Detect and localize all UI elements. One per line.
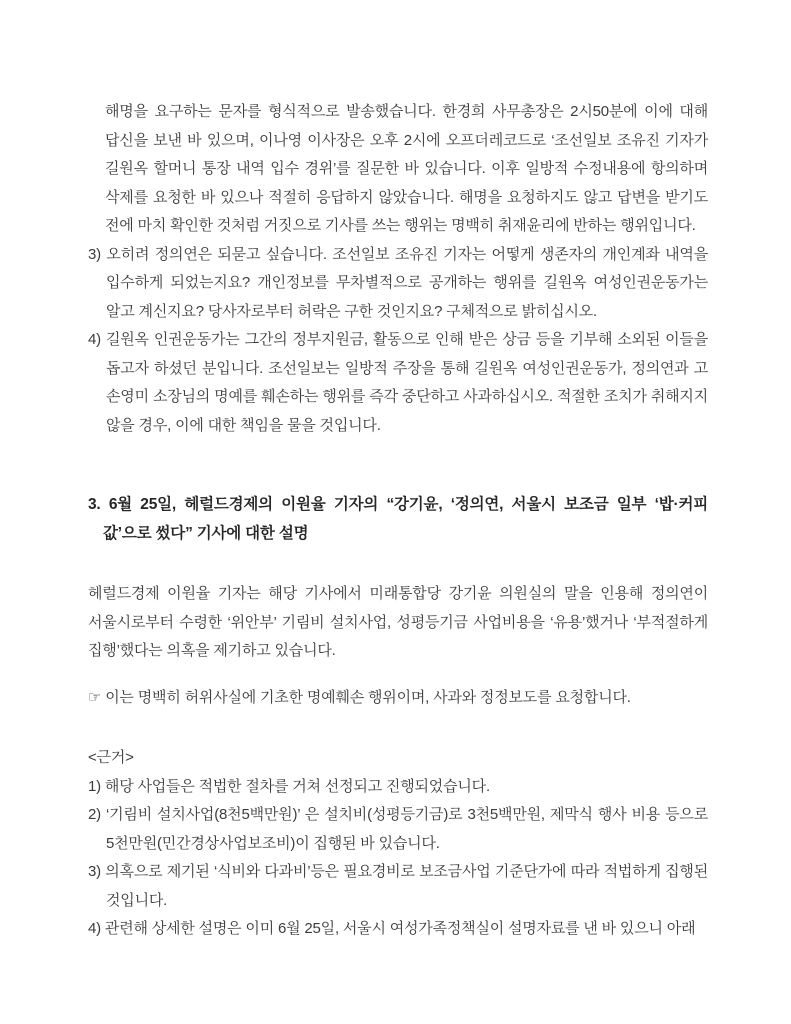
numbered-item-3	[88, 241, 708, 327]
numbered-item-4	[88, 326, 708, 440]
evidence-item-2-text: ‘기림비 설치사업(8천5백만원)’ 은 설치비(성평등기금)로 3천5백만원, 제막식 행사 비용 등으로 5천만원(민간경상사업보조비)이 집행된 바 있습니다.	[106, 806, 708, 852]
numbered-item-4-marker: 4)	[88, 331, 101, 348]
correction-demand-text: 이는 명백히 허위사실에 기초한 명예훼손 행위이며, 사과와 정정보도를 요청합니다.	[105, 688, 631, 706]
numbered-item-4-text: 길원옥 인권운동가는 그간의 정부지원금, 활동으로 인해 받은 상금 등을 기부해 소외된 이들을 돕고자 하셨던 분입니다. 조선일보는 일방적 주장을 통해 길원옥 여성인권운동가, 정의연과 고 손영미 소장님의 명예를 훼손하는 행위를 즉각 중단하고 사과하십시오. 적절한 조치가 취해지지 않을 경우, 이에 대한 책임을 물을 것입니다.	[105, 331, 709, 434]
document-content	[88, 98, 708, 944]
evidence-item-4-text: 관련해 상세한 설명은 이미 6월 25일, 서울시 여성가족정책실이 설명자료를 낸 바 있으니 아래	[104, 920, 696, 937]
pointing-hand-icon: ☞	[88, 688, 102, 706]
evidence-item-2	[88, 801, 708, 858]
evidence-item-1	[88, 773, 708, 802]
paragraph-clarification-continuation: 해명을 요구하는 문자를 형식적으로 발송했습니다. 한경희 사무총장은 2시50분에 이에 대해 답신을 보낸 바 있으며, 이나영 이사장은 오후 2시에 오프더레코드로 ‘조선일보 조유진 기자가 길원옥 할머니 통장 내역 입수 경위’를 질문한 바 있습니다. 이후 일방적 수정내용에 항의하며 삭제를 요청한 바 있으나 적절히 응답하지 않았습니다. 해명을 요청하지도 않고 답변을 받기도 전에 마치 확인한 것처럼 거짓으로 기사를 쓰는 행위는 명백히 취재윤리에 반하는 행위입니다.	[105, 103, 708, 234]
correction-demand-line	[88, 684, 708, 713]
numbered-item-3-text: 오히려 정의연은 되묻고 싶습니다. 조선일보 조유진 기자는 어떻게 생존자의 개인계좌 내역을 입수하게 되었는지요? 개인정보를 무차별적으로 공개하는 행위를 길원옥 여성인권운동가는 알고 계신지요? 당사자로부터 허락은 구한 것인지요? 구체적으로 밝히십시오.	[106, 245, 709, 320]
evidence-section-label: <근거>	[88, 749, 134, 766]
evidence-item-4-marker: 4)	[88, 920, 101, 937]
evidence-item-1-marker: 1)	[88, 777, 101, 795]
evidence-item-3-marker: 3)	[88, 863, 101, 880]
evidence-item-2-marker: 2)	[88, 806, 101, 823]
evidence-item-3-text: 의혹으로 제기된 ‘식비와 다과비’등은 필요경비로 보조금사업 기준단가에 따라 적법하게 집행된 것입니다.	[105, 863, 709, 909]
evidence-item-3	[88, 858, 708, 915]
evidence-item-1-text: 해당 사업들은 적법한 절차를 거쳐 선정되고 진행되었습니다.	[104, 777, 490, 795]
section-3-intro-paragraph: 헤럴드경제 이원율 기자는 해당 기사에서 미래통합당 강기윤 의원실의 말을 인용해 정의연이 서울시로부터 수령한 ‘위안부’ 기림비 설치사업, 성평등기금 사업비용을 ‘유용’했거나 ‘부적절하게 집행’했다는 의혹을 제기하고 있습니다.	[88, 585, 708, 659]
evidence-item-4	[88, 915, 708, 944]
numbered-item-3-marker: 3)	[88, 245, 101, 263]
section-3-heading: 3. 6월 25일, 헤럴드경제의 이원율 기자의 “강기윤, ‘정의연, 서울시 보조금 일부 ‘밥·커피 값’으로 썼다” 기사에 대한 설명	[88, 496, 708, 542]
